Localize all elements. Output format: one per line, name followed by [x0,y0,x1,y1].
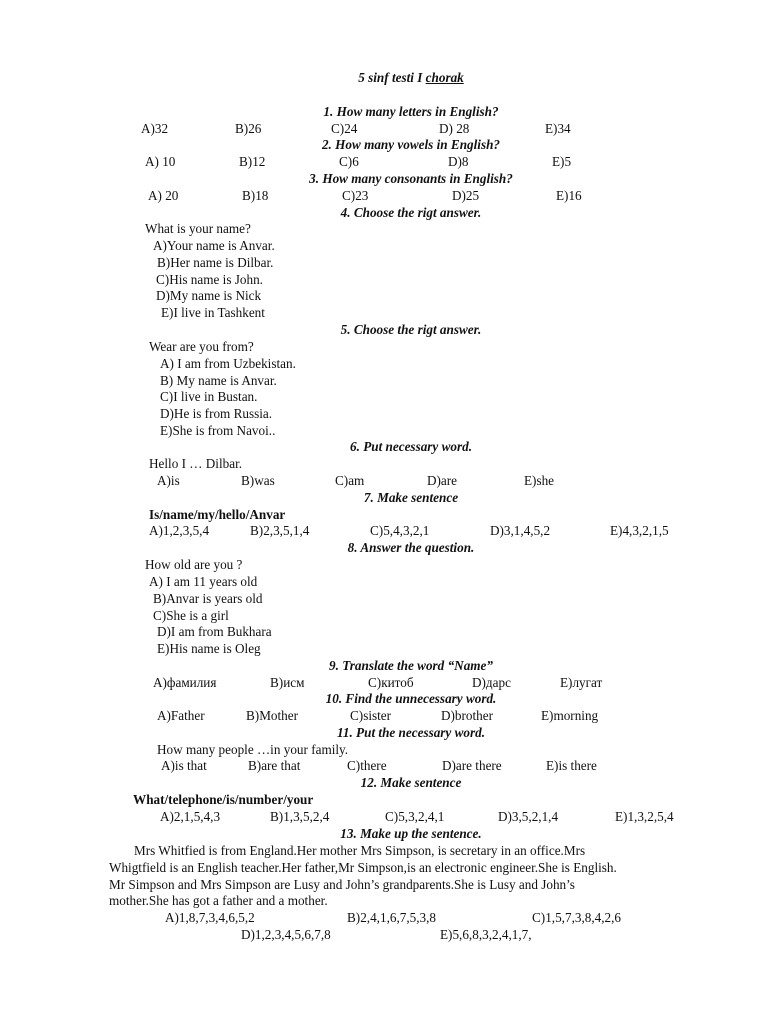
q6-prompt: Hello I … Dilbar. [149,456,243,471]
q13-passage-line-3: Mr Simpson and Mrs Simpson are Lusy and John’s grandparents.She is Lusy and John’s [109,877,575,892]
q11-option-a: A)is that [161,758,207,773]
q7-option-e: E)4,3,2,1,5 [610,523,669,538]
q4-option-a: A)Your name is Anvar. [153,238,275,253]
question-10: 10. Find the unnecessary word. [325,691,497,706]
q4-option-d: D)My name is Nick [156,288,262,303]
q7-prompt: Is/name/my/hello/Anvar [149,507,286,522]
q11-prompt: How many people …in your family. [157,742,349,757]
q4-option-c: C)His name is John. [156,272,263,287]
question-13: 13. Make up the sentence. [340,826,482,841]
q2-option-d: D)8 [448,154,469,169]
q9-option-c: C)китоб [368,675,414,690]
q11-option-e: E)is there [546,758,597,773]
q5-option-c: C)I live in Bustan. [160,389,258,404]
q1-option-c: C)24 [331,121,358,136]
question-11: 11. Put the necessary word. [337,725,485,740]
question-6: 6. Put necessary word. [350,439,472,454]
q9-option-d: D)дарс [472,675,511,690]
q5-option-d: D)He is from Russia. [160,406,273,421]
q8-option-e: E)His name is Oleg [157,641,261,656]
q13-option-e: E)5,6,8,3,2,4,1,7, [440,927,532,942]
q3-option-b: B)18 [242,188,269,203]
title-underlined: chorak [425,70,464,85]
q10-option-d: D)brother [441,708,493,723]
q4-prompt: What is your name? [145,221,251,236]
q9-option-e: E)лугат [560,675,603,690]
q6-option-d: D)are [427,473,458,488]
q11-option-b: B)are that [248,758,301,773]
q12-option-e: E)1,3,2,5,4 [615,809,674,824]
question-5: 5. Choose the rigt answer. [340,322,482,337]
q6-option-e: E)she [524,473,555,488]
q13-passage-line-4: mother.She has got a father and a mother. [109,893,328,908]
question-4: 4. Choose the rigt answer. [340,205,482,220]
q12-option-c: C)5,3,2,4,1 [385,809,445,824]
q10-option-a: A)Father [157,708,205,723]
q4-option-b: B)Her name is Dilbar. [157,255,274,270]
q8-option-c: C)She is a girl [153,608,229,623]
q13-passage-line-1: Mrs Whitfied is from England.Her mother Mrs Simpson, is secretary in an office.Mrs [134,843,586,858]
q7-option-d: D)3,1,4,5,2 [490,523,551,538]
q11-option-d: D)are there [442,758,502,773]
q1-option-b: B)26 [235,121,262,136]
q7-option-b: B)2,3,5,1,4 [250,523,310,538]
q8-option-b: B)Anvar is years old [153,591,263,606]
page-title [0,70,768,86]
title-prefix: 5 sinf testi I [358,70,426,85]
question-8: 8. Answer the question. [347,540,475,555]
q2-option-a: A) 10 [145,154,176,169]
q10-option-b: B)Mother [246,708,299,723]
q3-option-e: E)16 [556,188,582,203]
question-1: 1. How many letters in English? [323,104,499,119]
q1-option-e: E)34 [545,121,571,136]
q5-prompt: Wear are you from? [149,339,254,354]
q3-option-d: D)25 [452,188,480,203]
q7-option-a: A)1,2,3,5,4 [149,523,210,538]
q8-option-a: A) I am 11 years old [149,574,258,589]
q12-option-b: B)1,3,5,2,4 [270,809,330,824]
question-7: 7. Make sentence [363,490,459,505]
question-3: 3. How many consonants in English? [309,171,513,186]
q6-option-b: B)was [241,473,275,488]
question-2: 2. How many vowels in English? [321,137,501,152]
q5-option-a: A) I am from Uzbekistan. [160,356,296,371]
q13-option-b: B)2,4,1,6,7,5,3,8 [347,910,437,925]
q6-option-a: A)is [157,473,180,488]
q12-option-a: A)2,1,5,4,3 [160,809,221,824]
q12-option-d: D)3,5,2,1,4 [498,809,559,824]
q4-option-e: E)I live in Tashkent [161,305,265,320]
question-9: 9. Translate the word “Name” [329,658,493,673]
question-12: 12. Make sentence [360,775,462,790]
q12-prompt: What/telephone/is/number/your [133,792,314,807]
q9-option-b: B)исм [270,675,305,690]
q2-option-e: E)5 [552,154,572,169]
q8-option-d: D)I am from Bukhara [157,624,272,639]
q10-option-c: C)sister [350,708,392,723]
q13-option-a: A)1,8,7,3,4,6,5,2 [165,910,255,925]
q5-option-e: E)She is from Navoi.. [160,423,276,438]
q3-option-a: A) 20 [148,188,179,203]
q9-option-a: A)фамилия [153,675,217,690]
q11-option-c: C)there [347,758,387,773]
q13-passage-line-2: Whigtfield is an English teacher.Her father,Mr Simpson,is an electronic engineer.She is English. [109,860,617,875]
q2-option-b: B)12 [239,154,266,169]
q1-option-a: A)32 [141,121,169,136]
q3-option-c: C)23 [342,188,369,203]
q13-option-d: D)1,2,3,4,5,6,7,8 [241,927,331,942]
q7-option-c: C)5,4,3,2,1 [370,523,430,538]
q8-prompt: How old are you ? [145,557,243,572]
q13-option-c: C)1,5,7,3,8,4,2,6 [532,910,622,925]
q2-option-c: C)6 [339,154,359,169]
q10-option-e: E)morning [541,708,599,723]
q1-option-d: D) 28 [439,121,470,136]
q5-option-b: B) My name is Anvar. [160,373,277,388]
q6-option-c: C)am [335,473,365,488]
